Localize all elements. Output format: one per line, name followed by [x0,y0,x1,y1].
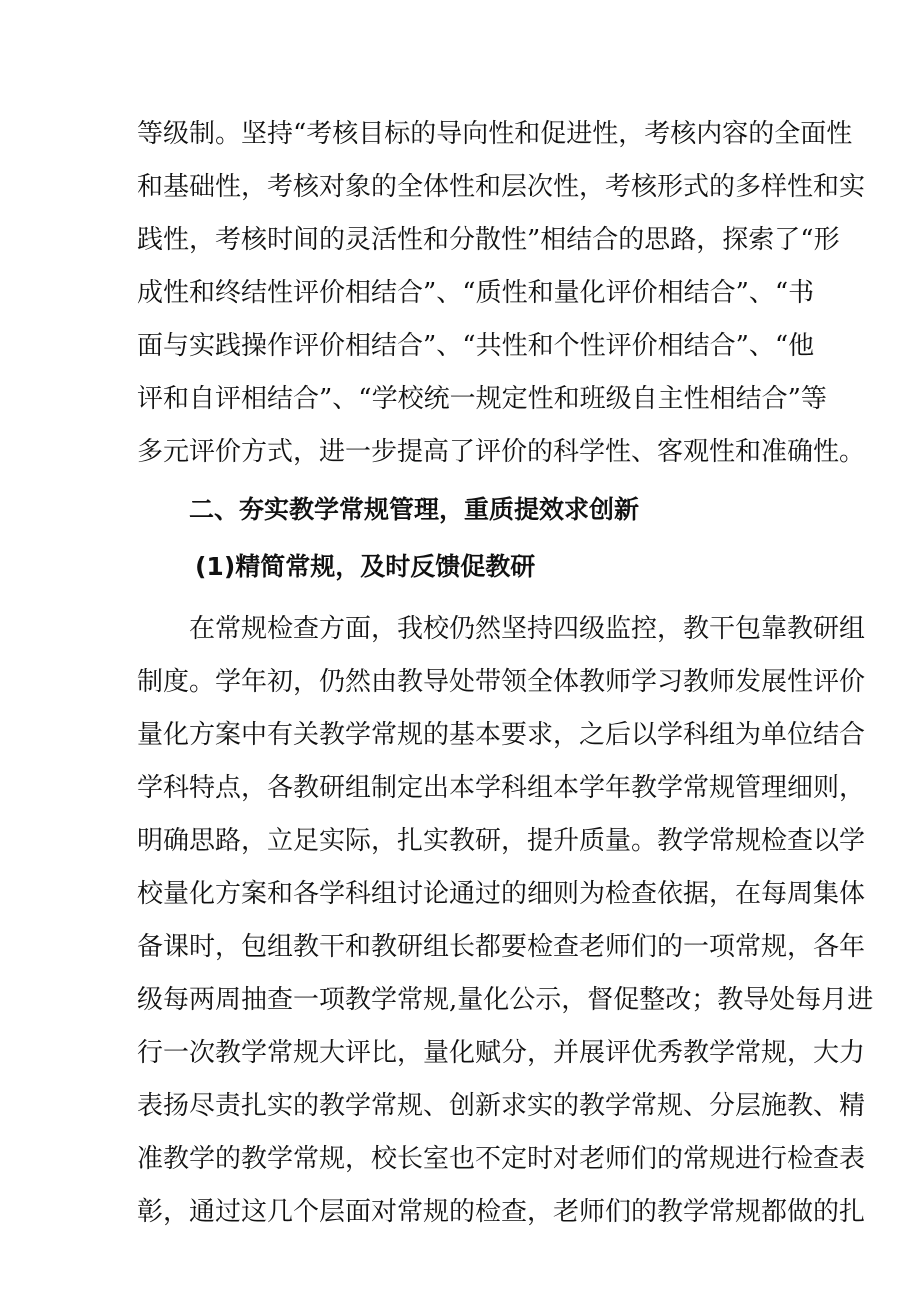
text-line: 备课时，包组教干和教研组长都要检查老师们的一项常规，各年 [137,932,866,962]
text-line: 校量化方案和各学科组讨论通过的细则为检查依据，在每周集体 [137,879,866,909]
subsection-heading: (1)精简常规，及时反馈促教研 [195,552,536,581]
text-line: 学科特点，各教研组制定出本学科组本学年教学常规管理细则， [137,773,866,803]
text-line: 量化方案中有关教学常规的基本要求，之后以学科组为单位结合 [137,720,866,750]
spacer [137,593,787,603]
paragraph-routine-inspection [137,603,874,1239]
text-line: 等级制。坚持“考核目标的导向性和促进性，考核内容的全面性 [137,119,853,149]
text-line: 彰，通过这几个层面对常规的检查，老师们的教学常规都做的扎 [137,1197,866,1227]
text-line: 准教学的教学常规，校长室也不定时对老师们的常规进行检查表 [137,1144,866,1174]
text-line: 践性，考核时间的灵活性和分散性”相结合的思路，探索了“形 [137,225,840,255]
text-line: 评和自评相结合”、“学校统一规定性和班级自主性相结合”等 [137,384,827,414]
text-line: 明确思路，立足实际，扎实教研，提升质量。教学常规检查以学 [137,826,866,856]
section-heading: 二、夯实教学常规管理，重质提效求创新 [189,495,640,524]
text-line: 面与实践操作评价相结合”、“共性和个性评价相结合”、“他 [137,331,815,361]
text-line: 表扬尽责扎实的教学常规、创新求实的教学常规、分层施教、精 [137,1091,866,1121]
text-line: 级每两周抽查一项教学常规,量化公示，督促整改；教导处每月进 [137,985,874,1015]
text-line: 制度。学年初，仍然由教导处带领全体教师学习教师发展性评价 [137,667,866,697]
paragraph-evaluation [137,108,866,479]
text-line: 成性和终结性评价相结合”、“质性和量化评价相结合”、“书 [137,278,815,308]
document-page [137,108,874,1239]
text-line: 在常规检查方面，我校仍然坚持四级监控，教干包靠教研组 [189,614,866,644]
text-line: 多元评价方式，进一步提高了评价的科学性、客观性和准确性。 [137,437,866,467]
text-line: 行一次教学常规大评比，量化赋分，并展评优秀教学常规，大力 [137,1038,866,1068]
text-line: 和基础性，考核对象的全体性和层次性，考核形式的多样性和实 [137,172,866,202]
